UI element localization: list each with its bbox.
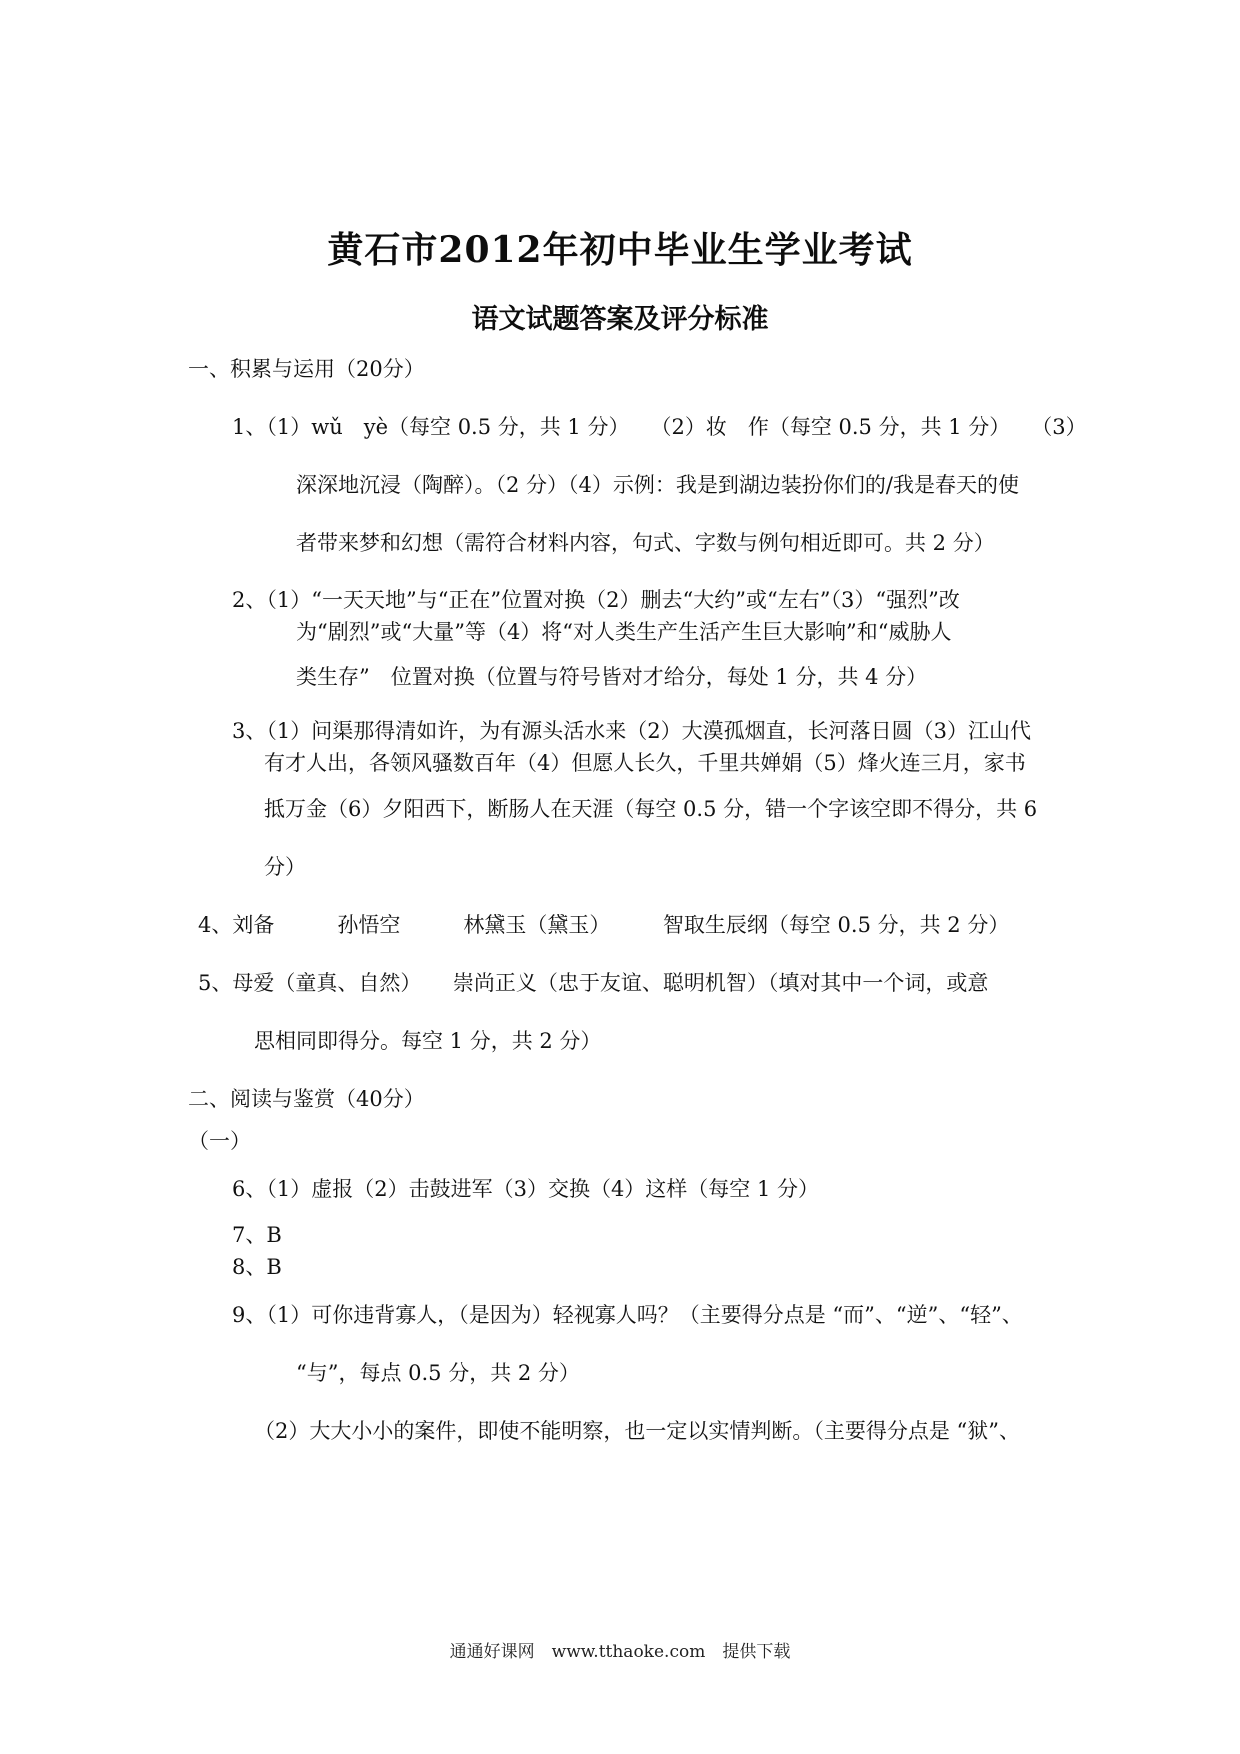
answer-line-q2-a: 2、（1）“一天天地”与“正在”位置对换（2）删去“大约”或“左右”（3）“强烈”改 [232,588,960,612]
answer-line-q2-c: 类生存” 位置对换（位置与符号皆对才给分，每处 1 分，共 4 分） [296,665,928,689]
answer-line-q3-c: 抵万金（6）夕阳西下，断肠人在天涯（每空 0.5 分，错一个字该空即不得分，共 6 [264,797,1038,821]
answer-line-q6-a: 6、（1）虚报（2）击鼓进军（3）交换（4）这样（每空 1 分） [232,1177,820,1201]
answer-line-q3-d: 分） [264,855,306,879]
answer-line-q9-a: 9、（1）可你违背寡人，（是因为）轻视寡人吗？（主要得分点是 “而”、“逆”、“轻”、 [232,1303,1023,1327]
answer-line-q9-c: （2）大大小小的案件，即使不能明察，也一定以实情判断。（主要得分点是 “狱”、 [254,1419,1021,1443]
answer-line-q8-a: 8、B [232,1255,282,1279]
answer-line-q3-a: 3、（1）问渠那得清如许，为有源头活水来（2）大漠孤烟直，长河落日圆（3）江山代 [232,719,1031,743]
answer-line-q9-b: “与”，每点 0.5 分，共 2 分） [296,1361,580,1385]
answer-line-q1-a: 1、（1）wǔ yè（每空 0.5 分，共 1 分） （2）妆 作（每空 0.5 分，共 1 分） （3） [232,415,1087,439]
answer-line-q1-c: 者带来梦和幻想（需符合材料内容，句式、字数与例句相近即可。共 2 分） [296,531,995,555]
answer-line-q5-b: 思相同即得分。每空 1 分，共 2 分） [254,1029,602,1053]
answer-line-q4-a: 4、刘备 孙悟空 林黛玉（黛玉） 智取生辰纲（每空 0.5 分，共 2 分） [198,913,1010,937]
answer-line-q3-b: 有才人出，各领风骚数百年（4）但愿人长久，千里共婵娟（5）烽火连三月，家书 [264,751,1026,775]
section-subheading-1: （一） [188,1129,251,1153]
page-subtitle: 语文试题答案及评分标准 [471,304,769,335]
page-footer: 通通好课网 www.tthaoke.com 提供下载 [449,1642,791,1662]
answer-line-q2-b: 为“剧烈”或“大量”等（4）将“对人类生产生活产生巨大影响”和“威胁人 [296,620,952,644]
section-heading-1: 一、积累与运用（20分） [188,357,425,381]
answer-line-q5-a: 5、母爱（童真、自然） 崇尚正义（忠于友谊、聪明机智）（填对其中一个词，或意 [198,971,989,995]
answer-line-q1-b: 深深地沉浸（陶醉）。（2 分）（4）示例：我是到湖边装扮你们的/我是春天的使 [296,473,1019,497]
section-heading-2: 二、阅读与鉴赏（40分） [188,1087,425,1111]
page-title: 黄石市2012年初中毕业生学业考试 [327,229,913,271]
answer-line-q7-a: 7、B [232,1223,282,1247]
